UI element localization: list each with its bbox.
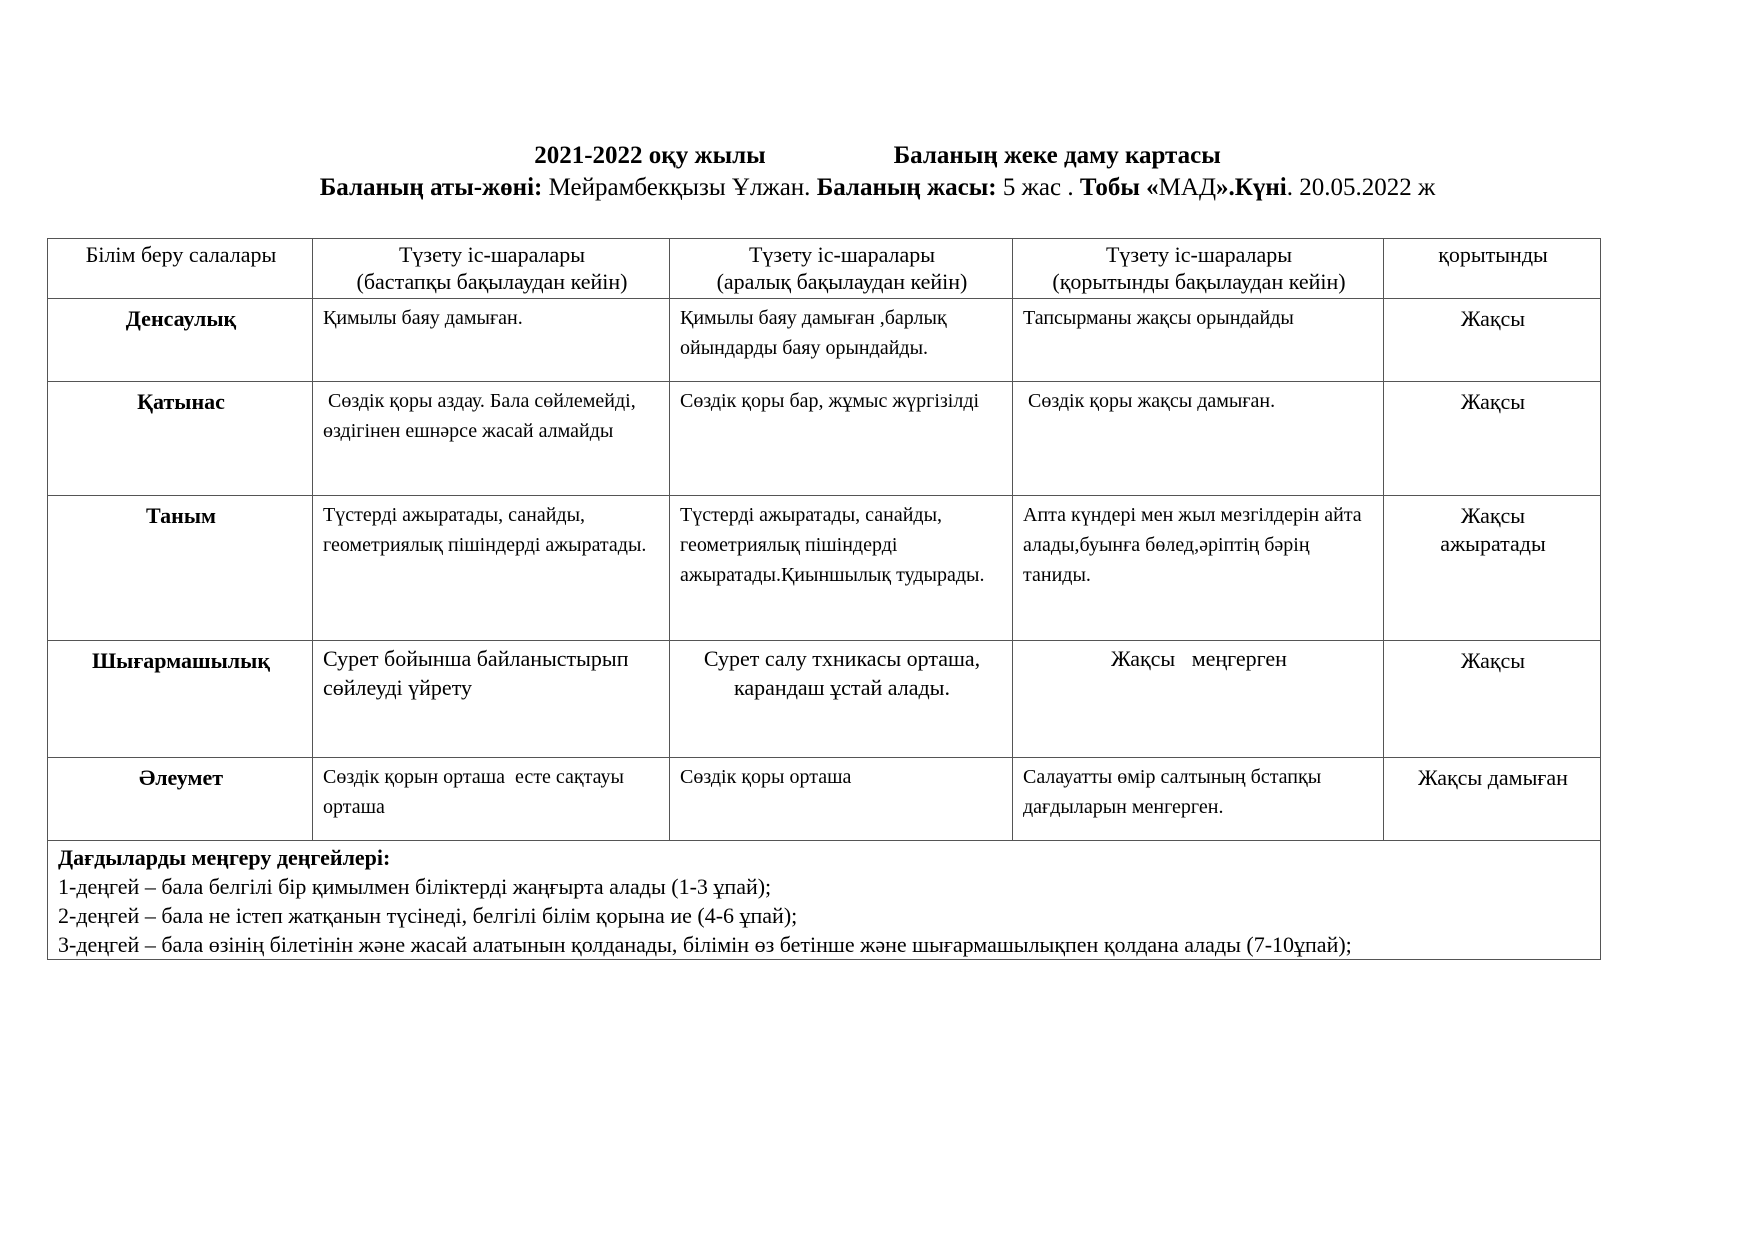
- column-header-area: [48, 239, 313, 299]
- date-value: . 20.05.2022 ж: [1286, 174, 1436, 201]
- area-cell: Денсаулық: [48, 299, 313, 382]
- column-header-label: Білім беру салалары: [85, 242, 277, 267]
- academic-year: 2021-2022 оқу жылы: [534, 142, 766, 169]
- child-age-value: 5 жас .: [996, 174, 1080, 201]
- child-name-value: Мейрамбекқызы Ұлжан.: [542, 174, 817, 201]
- skill-levels-title: Дағдыларды меңгеру деңгейлері:: [58, 845, 391, 870]
- intermediate-cell: Сөздік қоры бар, жұмыс жүргізілді: [670, 382, 1013, 496]
- column-header-final: [1013, 239, 1384, 299]
- child-age-label: Баланың жасы:: [816, 174, 997, 201]
- result-cell: Жақсы: [1384, 382, 1601, 496]
- group-label: Тобы «: [1079, 174, 1159, 201]
- column-header-label: Түзету іс-шаралары (қорытынды бақылаудан кейін): [1052, 242, 1346, 294]
- table-row: [48, 496, 1601, 641]
- intermediate-cell: Сурет салу тхникасы орташа, карандаш ұстай алады.: [670, 641, 1013, 758]
- document-title-line: [0, 141, 1755, 171]
- initial-cell: Сурет бойынша байланыстырып сөйлеуді үйрету: [313, 641, 670, 758]
- area-cell: Шығармашылық: [48, 641, 313, 758]
- table-row: [48, 641, 1601, 758]
- final-cell: Сөздік қоры жақсы дамыған.: [1013, 382, 1384, 496]
- initial-cell: Түстерді ажыратады, санайды, геометриялық пішіндерді ажыратады.: [313, 496, 670, 641]
- child-info-line: [0, 173, 1755, 203]
- intermediate-cell: Түстерді ажыратады, санайды, геометриялық пішіндерді ажыратады.Қиыншылық тудырады.: [670, 496, 1013, 641]
- column-header-intermediate: [670, 239, 1013, 299]
- table-row: [48, 382, 1601, 496]
- skill-level-item: 1-деңгей – бала белгілі бір қимылмен біліктерді жаңғырта алады (1-3 ұпай);: [58, 874, 772, 899]
- skill-level-item: 2-деңгей – бала не істеп жатқанын түсінеді, белгілі білім қорына ие (4-6 ұпай);: [58, 903, 798, 928]
- column-header-result: [1384, 239, 1601, 299]
- result-cell: Жақсы: [1384, 299, 1601, 382]
- result-cell: Жақсы: [1384, 641, 1601, 758]
- group-value: МАД: [1158, 174, 1216, 201]
- skill-levels-cell: [48, 841, 1601, 960]
- result-cell: Жақсы ажыратады: [1384, 496, 1601, 641]
- initial-cell: Сөздік қорын орташа есте сақтауы орташа: [313, 758, 670, 841]
- final-cell: Тапсырманы жақсы орындайды: [1013, 299, 1384, 382]
- area-cell: Таным: [48, 496, 313, 641]
- final-cell: Салауатты өмір салтының бстапқы дағдыларын менгерген.: [1013, 758, 1384, 841]
- skill-level-item: 3-деңгей – бала өзінің білетінін және жасай алатынын қолданады, білімін өз бетінше және шығармашылықпен қолдана алады (7-10ұпай);: [58, 932, 1352, 957]
- table-row: [48, 299, 1601, 382]
- document-title: Баланың жеке даму картасы: [893, 142, 1221, 169]
- child-name-label: Баланың аты-жөні:: [319, 174, 543, 201]
- table-row: [48, 758, 1601, 841]
- column-header-label: қорытынды: [1438, 242, 1548, 267]
- area-cell: Әлеумет: [48, 758, 313, 841]
- initial-cell: Сөздік қоры аздау. Бала сөйлемейді, өздігінен ешнәрсе жасай алмайды: [313, 382, 670, 496]
- group-label-end: ».: [1216, 174, 1235, 201]
- column-header-label: Түзету іс-шаралары (бастапқы бақылаудан кейін): [356, 242, 628, 294]
- intermediate-cell: Қимылы баяу дамыған ,барлық ойындарды баяу орындайды.: [670, 299, 1013, 382]
- initial-cell: Қимылы баяу дамыған.: [313, 299, 670, 382]
- column-header-label: Түзету іс-шаралары (аралық бақылаудан кейін): [716, 242, 968, 294]
- intermediate-cell: Сөздік қоры орташа: [670, 758, 1013, 841]
- result-cell: Жақсы дамыған: [1384, 758, 1601, 841]
- skill-levels-row: [48, 841, 1601, 960]
- development-card-table: [47, 238, 1601, 960]
- final-cell: Апта күндері мен жыл мезгілдерін айта алады,буынға бөлед,әріптің бәрің таниды.: [1013, 496, 1384, 641]
- table-header-row: [48, 239, 1601, 299]
- column-header-initial: [313, 239, 670, 299]
- area-cell: Қатынас: [48, 382, 313, 496]
- final-cell: Жақсы меңгерген: [1013, 641, 1384, 758]
- date-label: Күні: [1234, 174, 1287, 201]
